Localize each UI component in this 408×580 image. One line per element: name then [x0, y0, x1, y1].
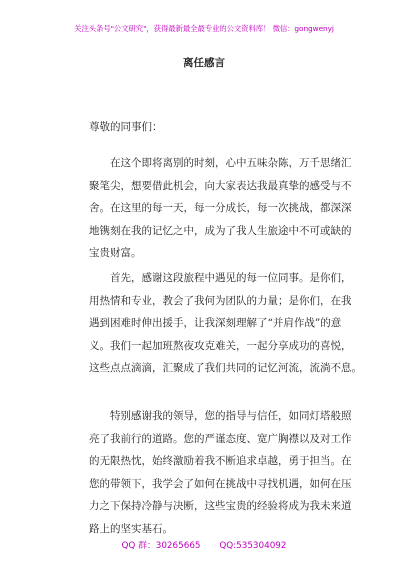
paragraph-line: 路上的坚实基石。 — [89, 522, 173, 535]
footer-contact — [0, 538, 408, 551]
paragraph-3 — [89, 405, 352, 540]
paragraph-line: 舍。在这里的每一天，每一分成长，每一次挑战，都深深 — [89, 202, 352, 214]
paragraph-line: 遇到困难时伸出援手，让我深刻理解了“并肩作战”的意 — [89, 317, 342, 329]
footer-qq: QQ:535304092 — [219, 541, 287, 551]
paragraph-1 — [89, 152, 352, 265]
paragraph-2 — [89, 267, 362, 380]
salutation: 尊敬的同事们： — [89, 121, 163, 133]
paragraph-line: 亮了我前行的道路。您的严谨态度、宽广胸襟以及对工作 — [89, 432, 352, 445]
paragraph-line: 在这个即将离别的时刻，心中五味杂陈，万千思绪汇 — [89, 157, 352, 169]
paragraph-line: 力之下保持冷静与决断，这些宝贵的经验将成为我未来道 — [89, 500, 352, 512]
paragraph-line: 宝贵财富。 — [89, 247, 142, 259]
header-notice: 关注头条号"公文研究"，获得最新最全最专业的公文资料库！ 微信：gongwenyj — [74, 24, 334, 33]
paragraph-line: 地镌刻在我的记忆之中，成为了我人生旅途中不可或缺的 — [89, 224, 352, 237]
paragraph-line: 用热情和专业，教会了我何为团队的力量；是你们，在我 — [89, 294, 352, 307]
document-title: 离任感言 — [183, 57, 225, 69]
paragraph-line: 义。我们一起加班熬夜攻克难关，一起分享成功的喜悦， — [89, 339, 352, 352]
paragraph-line: 您的带领下，我学会了如何在挑战中寻找机遇，如何在压 — [89, 477, 352, 490]
paragraph-line: 聚笔尖，想要借此机会，向大家表达我最真挚的感受与不 — [89, 179, 352, 192]
paragraph-line: 的无限热忱，始终激励着我不断追求卓越，勇于担当。在 — [89, 455, 352, 467]
paragraph-line: 首先，感谢这段旅程中遇见的每一位同事。是你们， — [89, 272, 352, 284]
paragraph-line: 这些点点滴滴，汇聚成了我们共同的记忆河流，流淌不息。 — [89, 362, 362, 374]
footer-qq-group: QQ 群：30265665 — [121, 541, 201, 551]
paragraph-line: 特别感谢我的领导，您的指导与信任，如同灯塔般照 — [89, 410, 352, 422]
